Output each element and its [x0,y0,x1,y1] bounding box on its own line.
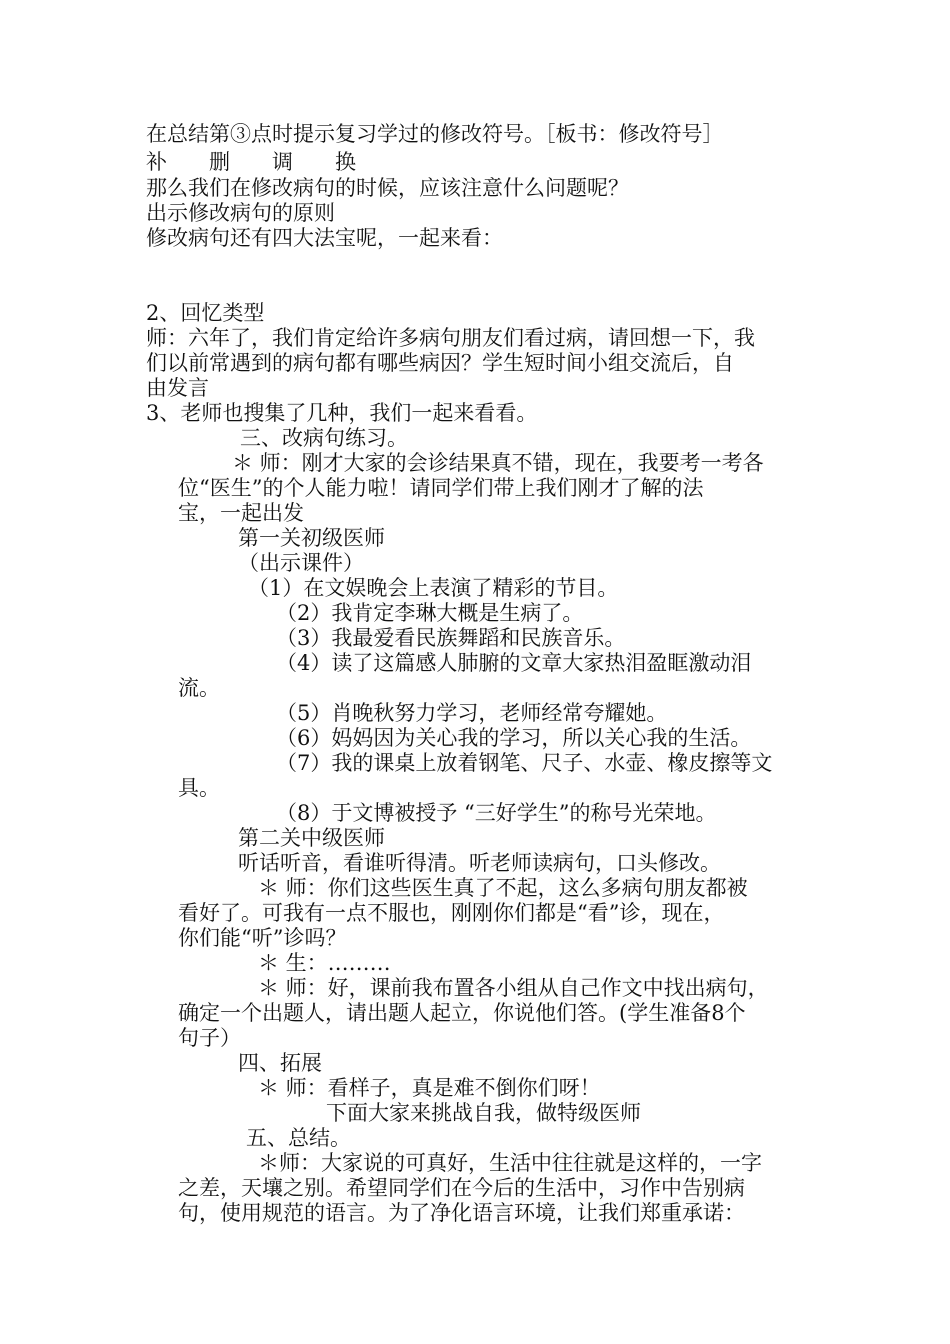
text-line: 下面大家来挑战自我，做特级医师 [326,1101,641,1125]
text-line: 确定一个出题人，请出题人起立，你说他们答。(学生准备8个 [178,1001,746,1025]
text-line: 修改病句还有四大法宝呢，一起来看： [146,226,503,250]
text-line: 们以前常遇到的病句都有哪些病因？学生短时间小组交流后，自 [146,351,734,375]
exercise-item: （5）肖晚秋努力学习，老师经常夸耀她。 [276,701,668,725]
text-line: 听话听音，看谁听得清。听老师读病句，口头修改。 [238,851,721,875]
text-line: ＊ 师：好，课前我布置各小组从自己作文中找出病句， [258,976,769,1000]
text-line: 出示修改病句的原则 [146,201,335,225]
text-line: 师：六年了，我们肯定给许多病句朋友们看过病，请回想一下，我 [146,326,755,350]
text-line: 句子） [178,1026,241,1050]
text-line: ＊ 生：……… [258,951,391,975]
text-line: ＊ 师：看样子，真是难不倒你们呀！ [258,1076,601,1100]
section-heading: 三、改病句练习。 [240,426,408,450]
text-line: 在总结第③点时提示复习学过的修改符号。［板书：修改符号］ [146,122,724,146]
level-heading: 第一关初级医师 [238,526,385,550]
text-line: （出示课件） [238,551,364,575]
level-heading: 第二关中级医师 [238,826,385,850]
section-heading: 五、总结。 [246,1126,351,1150]
text-line: ＊ 师：刚才大家的会诊结果真不错，现在，我要考一考各 [232,451,764,475]
exercise-item: （2）我肯定李琳大概是生病了。 [276,601,584,625]
text-line: 位“医生”的个人能力啦！请同学们带上我们刚才了解的法 [178,476,704,500]
exercise-item: （3）我最爱看民族舞蹈和民族音乐。 [276,626,626,650]
text-line: ＊ 师：你们这些医生真了不起，这么多病句朋友都被 [258,876,748,900]
text-line: 那么我们在修改病句的时候，应该注意什么问题呢？ [146,176,629,200]
exercise-item: （6）妈妈因为关心我的学习，所以关心我的生活。 [276,726,752,750]
exercise-item-continued: 具。 [178,776,220,800]
text-line: 句，使用规范的语言。为了净化语言环境，让我们郑重承诺： [178,1201,745,1225]
exercise-item: （1）在文娱晚会上表演了精彩的节目。 [248,576,619,600]
text-line: ＊师：大家说的可真好，生活中往往就是这样的，一字 [258,1151,762,1175]
exercise-item: （8）于文博被授予 “三好学生”的称号光荣地。 [276,801,717,825]
text-line: 看好了。可我有一点不服也，刚刚你们都是“看”诊，现在， [178,901,725,925]
text-line: 3、老师也搜集了几种，我们一起来看看。 [146,401,538,425]
text-line: 2、回忆类型 [146,301,265,325]
section-heading: 四、拓展 [238,1051,322,1075]
text-line: 宝，一起出发 [178,501,304,525]
text-line: 你们能“听”诊吗？ [178,926,347,950]
text-line: 之差，天壤之别。希望同学们在今后的生活中，习作中告别病 [178,1176,745,1200]
exercise-item: （7）我的课桌上放着钢笔、尺子、水壶、橡皮擦等文 [276,751,773,775]
exercise-item-continued: 流。 [178,676,220,700]
text-line: 由发言 [146,376,209,400]
exercise-item: （4）读了这篇感人肺腑的文章大家热泪盈眶激动泪 [276,651,752,675]
text-line: 补 删 调 换 [146,150,356,174]
